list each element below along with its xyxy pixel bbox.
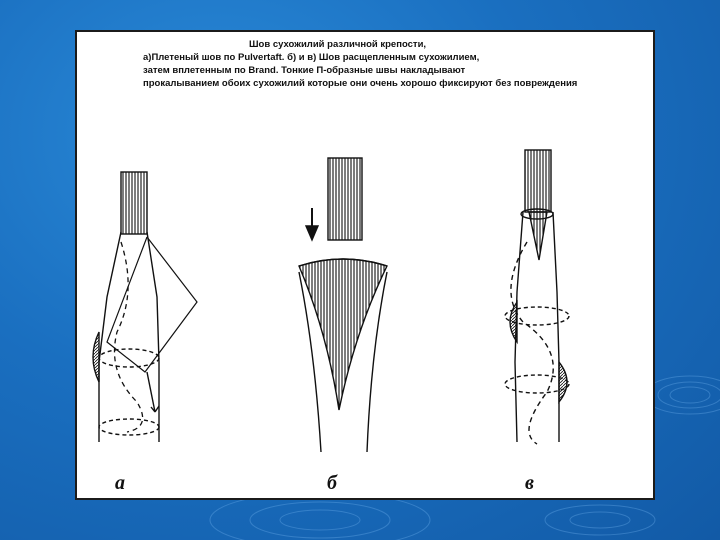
- figure-label-b: б: [327, 472, 337, 494]
- tendon-a-bulge: [93, 332, 99, 382]
- tendon-b-stump: [328, 158, 362, 240]
- tendon-a-upper-fibers: [121, 172, 147, 234]
- figure-b-split-tendon: [299, 158, 387, 452]
- tendon-b-fan: [299, 259, 387, 410]
- caption-title: Шов сухожилий различной крепости,: [249, 39, 427, 50]
- figure-c-brand-weave: [505, 150, 569, 444]
- figure-label-a: а: [115, 472, 125, 494]
- figure-label-c: в: [525, 472, 534, 494]
- tendon-suture-illustration: [77, 32, 653, 498]
- insertion-arrowhead: [306, 226, 318, 240]
- tendon-c-upper-fibers: [525, 150, 551, 212]
- caption-line: затем вплетенным по Brand. Тонкие П-образные швы накладывают: [143, 65, 466, 76]
- figure-a-pulvertaft-weave: [93, 172, 197, 442]
- tendon-a-sheath: [99, 232, 159, 442]
- slide-card: [75, 30, 655, 500]
- tendon-a-stitch-path: [115, 242, 143, 432]
- caption-line: прокалыванием обоих сухожилий которые они очень хорошо фиксируют без повреждения: [143, 78, 578, 89]
- tendon-c-bulge: [559, 362, 567, 402]
- tendon-c-bulge: [510, 302, 517, 342]
- tendon-a-arrow: [147, 372, 159, 412]
- tendon-a-ring: [99, 419, 159, 435]
- caption-line: а)Плетеный шов по Pulvertaft. б) и в) Шов расщепленным сухожилием,: [143, 52, 480, 63]
